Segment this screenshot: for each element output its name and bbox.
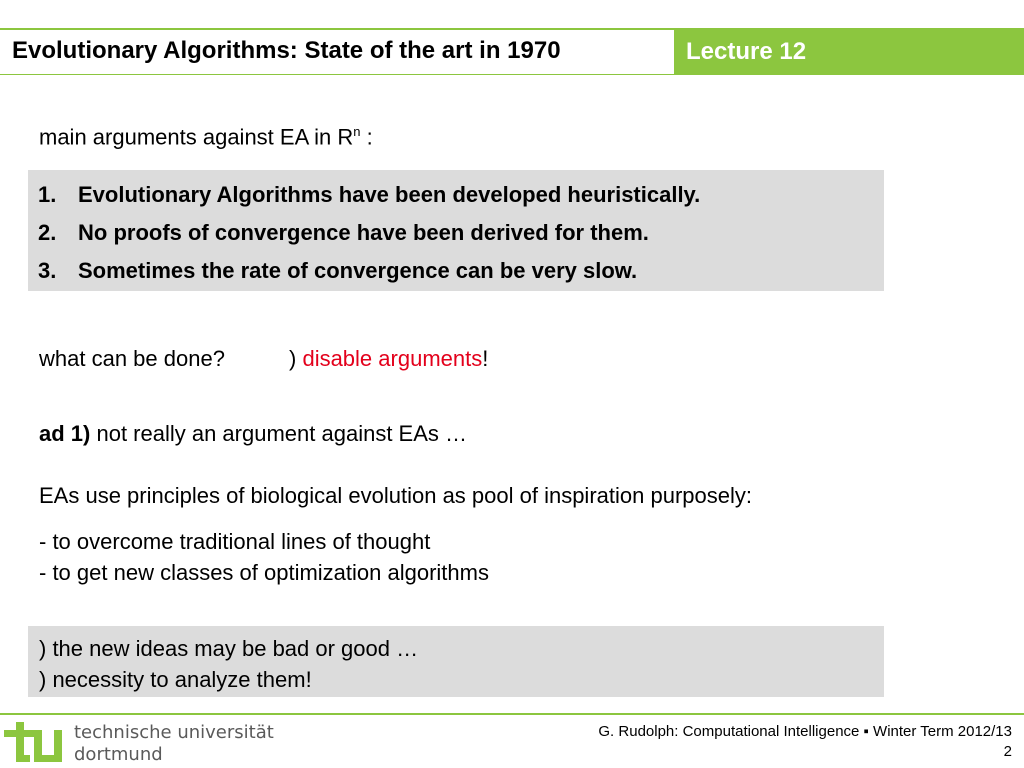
slide-title: Evolutionary Algorithms: State of the art in 1970 [12,37,561,64]
answer-suffix: ! [482,346,489,371]
list-text: Sometimes the rate of convergence can be very slow. [78,258,638,283]
header-bottom-rule [0,74,674,75]
intro-superscript: n [353,124,361,139]
intro-text: main arguments against EA in R [39,124,354,150]
university-line1: technische universität [74,722,274,743]
answer-arrow: ) [289,346,297,371]
ad-line [39,421,467,447]
page-number: 2 [1003,743,1012,760]
footer-credit: G. Rudolph: Computational Intelligence ▪ Winter Term 2012/13 [598,723,1012,740]
bullet-item: - to get new classes of optimization algorithms [39,560,489,585]
list-number: 3. [38,258,57,283]
answer-line [289,346,488,372]
tu-logo-icon [4,720,66,766]
list-number: 2. [38,220,57,245]
list-number: 1. [38,182,57,207]
conclusion-item: ) necessity to analyze them! [39,667,312,692]
footer-credit-block [598,722,1012,762]
answer-highlight: disable arguments [302,346,483,371]
university-line2: dortmund [74,744,163,765]
list-text: Evolutionary Algorithms have been developed heuristically. [78,182,701,207]
list-text: No proofs of convergence have been derived for them. [78,220,649,245]
lecture-label: Lecture 12 [686,38,807,65]
intro-suffix: : [360,124,373,150]
bullet-item: - to overcome traditional lines of thought [39,529,431,554]
conclusion-box [28,626,884,697]
ad-text: not really an argument against EAs … [90,421,468,446]
footer-rule [0,713,1024,715]
university-name [74,722,274,766]
arguments-box [28,170,884,291]
principles-text: EAs use principles of biological evolution as pool of inspiration purposely: [39,483,752,508]
lecture-badge [674,29,1024,75]
question-text: what can be done? [39,346,225,371]
conclusion-item: ) the new ideas may be bad or good … [39,636,419,661]
ad-label: ad 1) [39,421,91,446]
intro-line [39,124,373,150]
